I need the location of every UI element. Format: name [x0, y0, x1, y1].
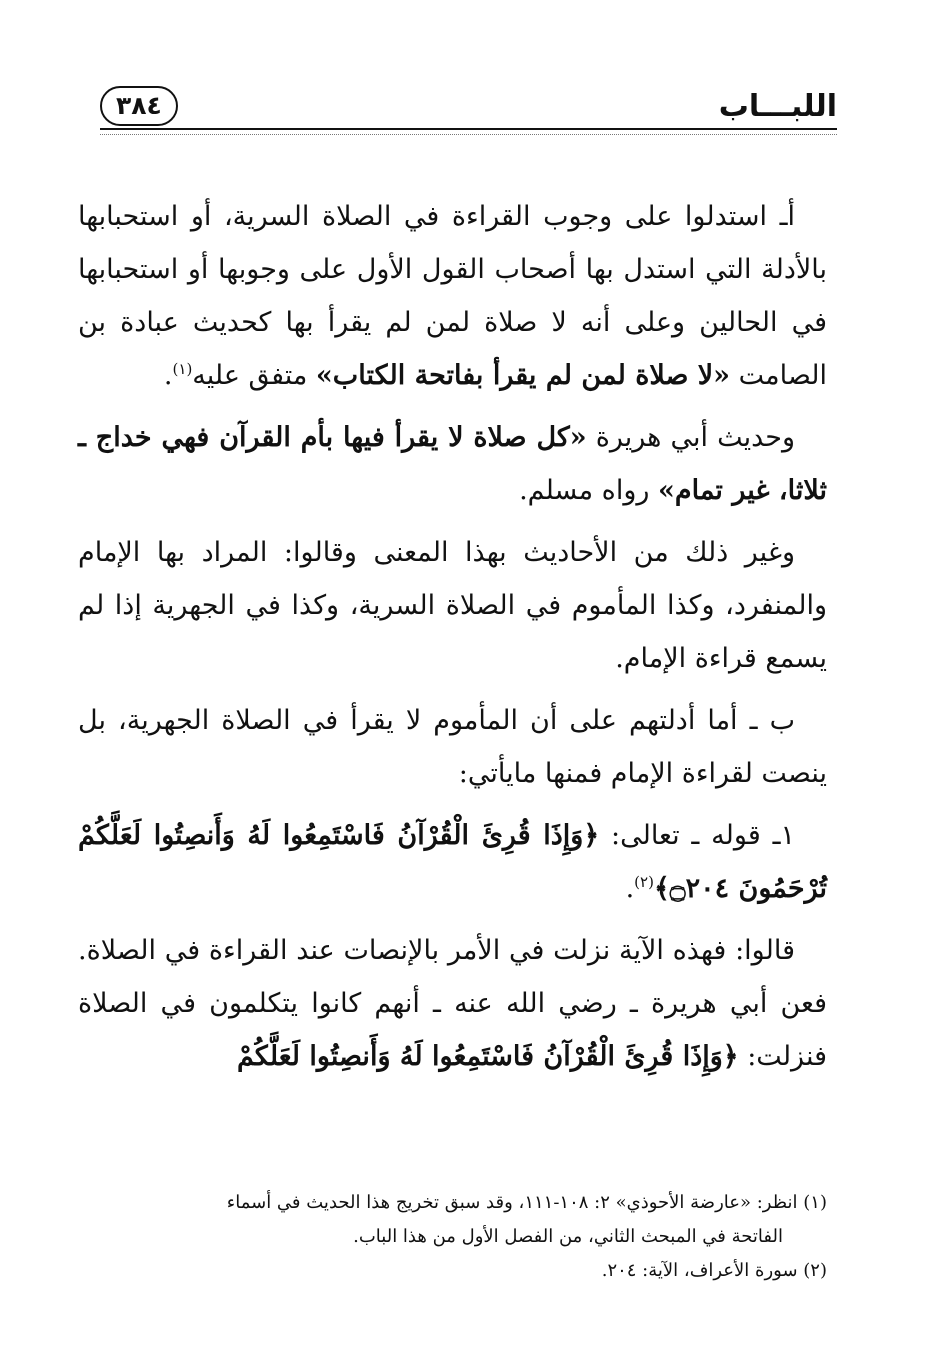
paragraph-a-text: أـ استدلوا على وجوب القراءة في الصلاة السرية، أو استحبابها بالأدلة التي استدل بها أصحاب القول الأول على وجوبها أو استحبابها في الحالين وعلى أنه لا صلاة لمن لم يقرأ بها كحديث عبادة بن الصامت — [78, 201, 827, 391]
header-rule — [100, 128, 837, 130]
page-header — [100, 84, 837, 128]
hadith-quote-2: «كل صلاة لا يقرأ فيها بأم القرآن فهي خداج ـ ثلاثا، غير تمام» — [78, 422, 827, 506]
footnote-2-text: سورة الأعراف، الآية: ٢٠٤. — [601, 1260, 798, 1281]
paragraph-they-said — [78, 924, 827, 1083]
header-dotted-rule — [100, 134, 837, 135]
paragraph-2-start: وحديث أبي هريرة — [586, 422, 795, 453]
footnote-ref-2: (٢) — [634, 873, 654, 891]
paragraph-other-hadiths: وغير ذلك من الأحاديث بهذا المعنى وقالوا: المراد بها الإمام والمنفرد، وكذا المأموم في الصلاة السرية، وكذا في الجهرية إذا لم يسمع قراءة الإمام. — [78, 537, 827, 674]
paragraph-b: ب ـ أما أدلتهم على أن المأموم لا يقرأ في الصلاة الجهرية، بل ينصت لقراءة الإمام فمنها مايأتي: — [78, 705, 827, 789]
paragraph-hadith-abu-hurayra — [78, 411, 827, 517]
footnote-ref-1: (١) — [172, 360, 193, 378]
paragraph-5-dot: . — [625, 873, 635, 904]
paragraph-6-text: قالوا: فهذه الآية نزلت في الأمر بالإنصات عند القراءة في الصلاة. فعن أبي هريرة ـ رضي الله عنه ـ أنهم كانوا يتكلمون في الصلاة فنزلت: — [78, 935, 827, 1072]
footnote-2-number: (٢) — [803, 1260, 827, 1281]
running-title: اللبـــاب — [718, 88, 837, 124]
paragraph-evidence-1 — [78, 809, 827, 915]
paragraph-a — [78, 190, 827, 402]
hadith-quote-1: «لا صلاة لمن لم يقرأ بفاتحة الكتاب» — [315, 360, 731, 391]
footnote-1-number: (١) — [803, 1192, 827, 1213]
footnote-2 — [78, 1254, 827, 1288]
paragraph-a-end: متفق عليه — [192, 360, 316, 391]
paragraph-2-end: رواه مسلم. — [519, 475, 658, 506]
quran-verse-2: ﴿وَإِذَا قُرِئَ الْقُرْآنُ فَاسْتَمِعُوا لَهُ وَأَنصِتُوا لَعَلَّكُمْ — [236, 1041, 739, 1072]
page-number: ٣٨٤ — [100, 86, 178, 126]
quran-verse-1: ﴿وَإِذَا قُرِئَ الْقُرْآنُ فَاسْتَمِعُوا لَهُ وَأَنصِتُوا لَعَلَّكُمْ تُرْحَمُونَ ۝٢٠٤﴾ — [78, 820, 827, 904]
footnote-1-continuation: الفاتحة في المبحث الثاني، من الفصل الأول من هذا الباب. — [353, 1226, 783, 1247]
footnote-1-text: انظر: «عارضة الأحوذي» ٢: ١٠٨-١١١، وقد سبق تخريج هذا الحديث في أسماء — [226, 1192, 798, 1213]
footnote-1 — [78, 1186, 827, 1220]
paragraph-a-dot: . — [163, 360, 173, 391]
footnotes — [78, 1186, 827, 1288]
paragraph-5-start: ١ـ قوله ـ تعالى: — [599, 820, 795, 851]
main-text — [78, 190, 827, 1092]
